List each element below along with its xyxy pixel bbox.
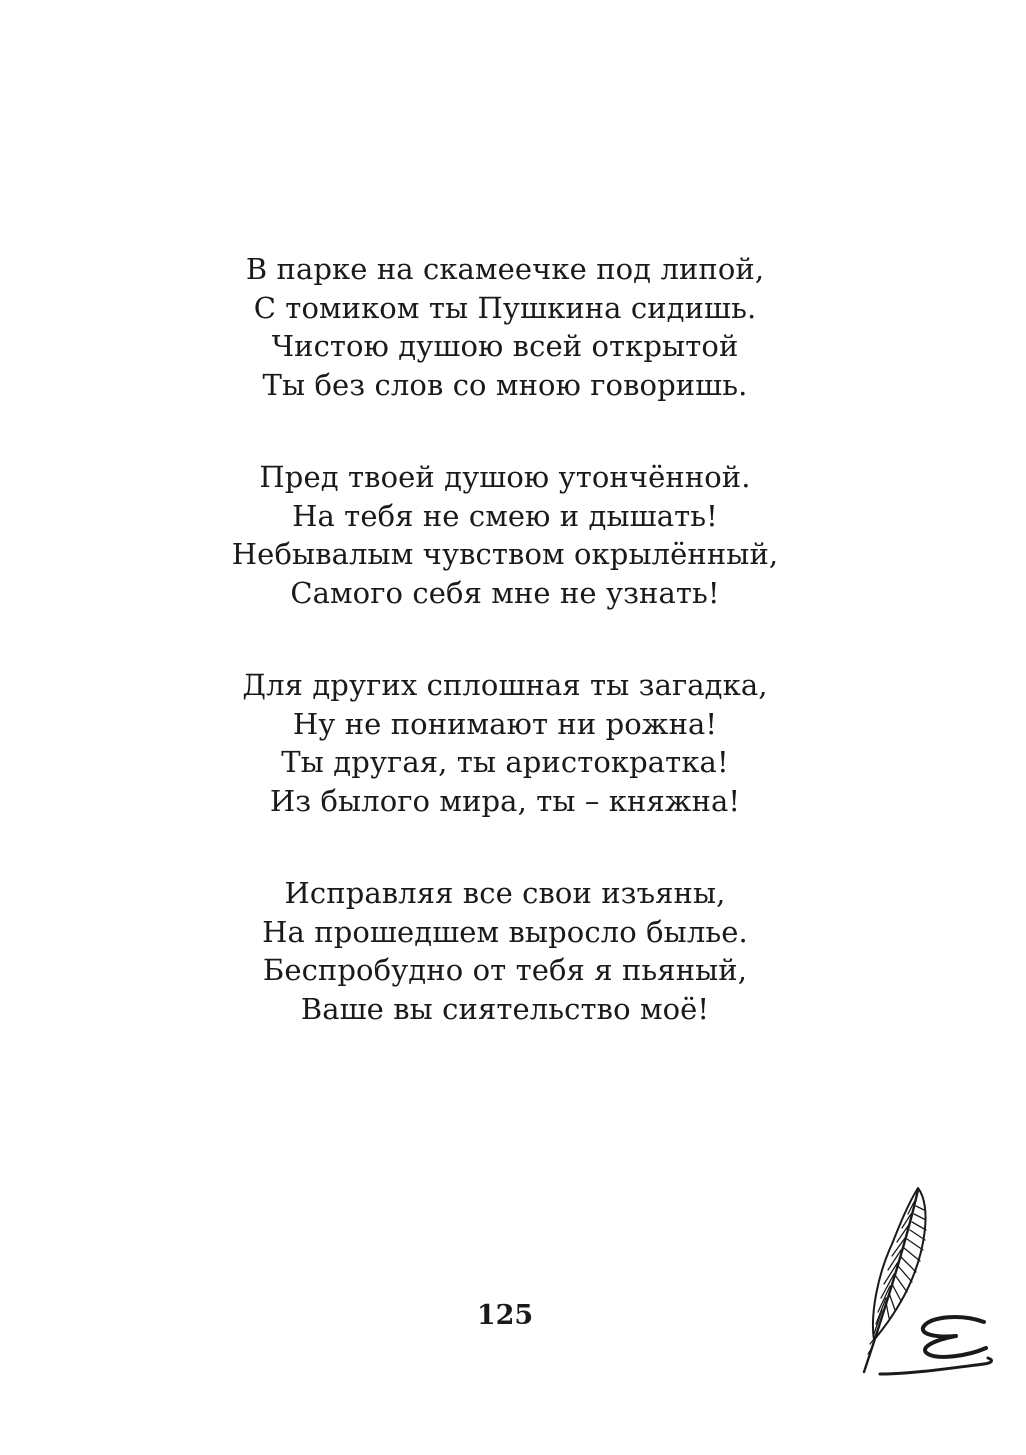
poem-line: Ваше вы сиятельство моё! [300,991,710,1026]
poem-line: Из былого мира, ты – княжна! [269,783,741,818]
poem-line: Ну не понимают ни рожна! [292,706,718,741]
poem-line: Исправляя все свои изъяны, [284,876,726,910]
poem-line: На тебя не смею и дышать! [292,498,718,533]
poem-line: В парке на скамеечке под липой, [245,252,765,286]
poem-line: С томиком ты Пушкина сидишь. [253,290,757,325]
poem-line: Ты другая, ты аристократка! [281,745,729,779]
poem-line: Для других сплошная ты загадка, [242,668,768,702]
poem-line: Беспробудно от тебя я пьяный, [262,953,748,987]
poem-line: Чистою душою всей открытой [271,329,739,363]
poem-line: Пред твоей душою утончённой. [259,460,751,494]
quill-pen-icon [852,1184,1002,1384]
stanza-4 [0,874,1010,1028]
poem-line: Самого себя мне не узнать! [290,575,720,610]
poem-line: На прошедшем выросло былье. [262,914,748,949]
stanza-1 [0,250,1010,404]
poem-line: Ты без слов со мною говоришь. [262,367,748,402]
poem [0,250,1010,1082]
stanza-2 [0,458,1010,612]
page-number: 125 [476,1300,534,1331]
stanza-3 [0,666,1010,820]
poem-line: Небывалым чувством окрылённый, [231,537,779,571]
